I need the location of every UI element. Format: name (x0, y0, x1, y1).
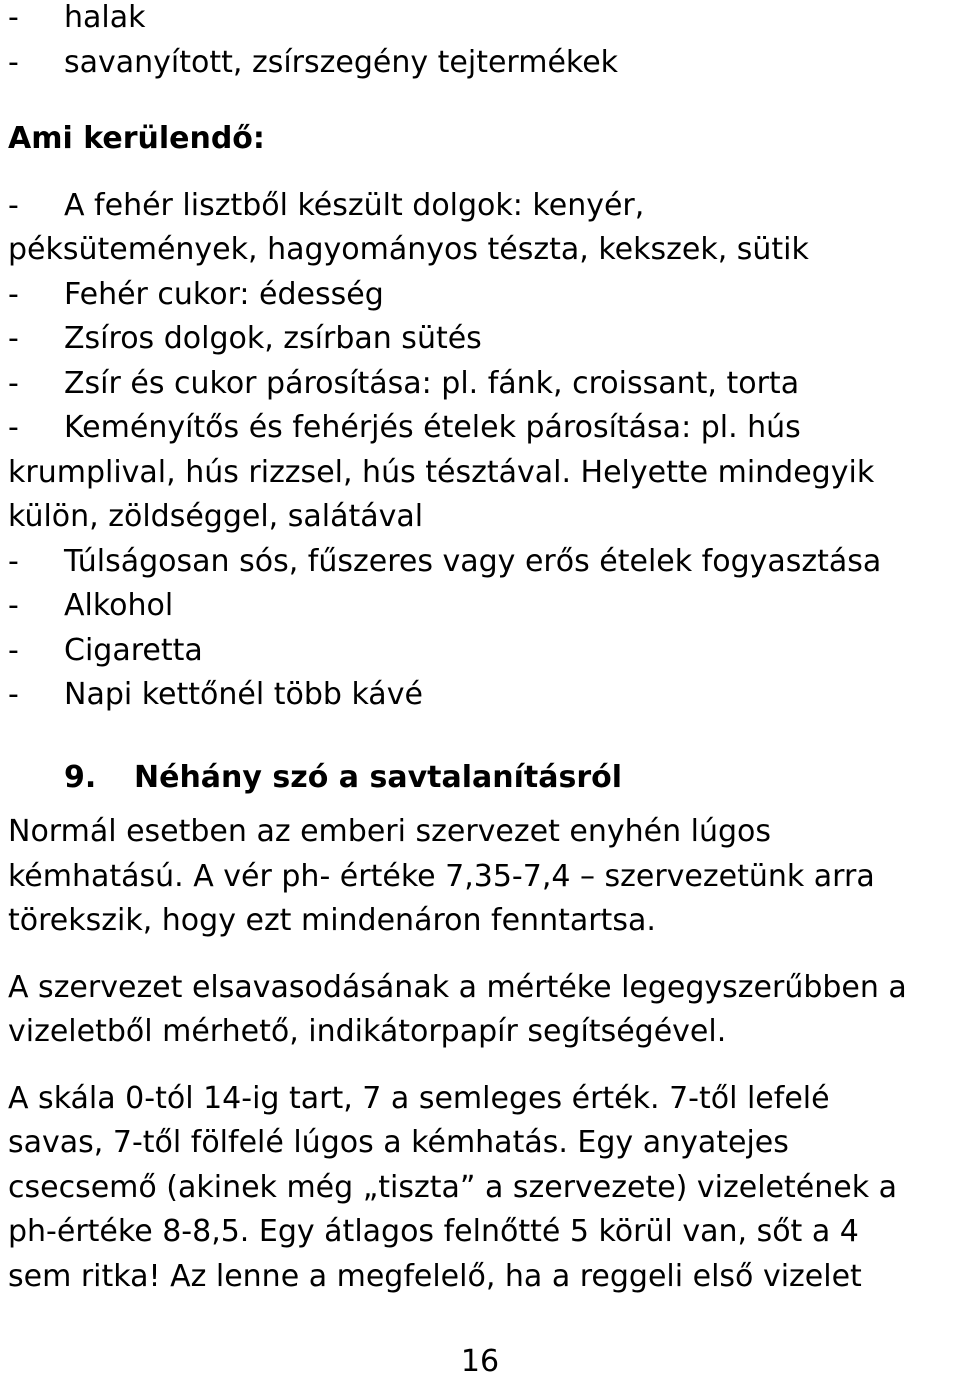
paragraph-line: csecsemő (akinek még „tiszta” a szervezete) vizeletének a (8, 1169, 897, 1205)
list-item-continuation (8, 451, 958, 496)
list-item (8, 184, 958, 229)
paragraph-line: törekszik, hogy ezt mindenáron fenntartsa. (8, 903, 656, 938)
list-item-text: krumplival, hús rizzsel, hús tésztával. Helyette mindegyik (8, 454, 875, 490)
spacer (8, 800, 958, 810)
list-dash: - (8, 632, 19, 668)
list-item-text: savanyított, zsírszegény tejtermékek (64, 44, 619, 80)
paragraph-line: vizeletből mérhető, indikátorpapír segítségével. (8, 1014, 727, 1049)
paragraph-line: kémhatású. A vér ph- értéke 7,35-7,4 – szervezetünk arra (8, 858, 875, 894)
list-item-text: külön, zöldséggel, salátával (8, 499, 424, 534)
list-item (8, 406, 958, 451)
paragraph-line: Normál esetben az emberi szervezet enyhén lúgos (8, 814, 771, 849)
list-item-text: péksütemények, hagyományos tészta, kekszek, sütik (8, 232, 809, 267)
list-item (8, 362, 958, 407)
list-dash: - (8, 276, 19, 312)
list-dash: - (8, 410, 19, 445)
list-dash: - (8, 588, 19, 623)
list-item-text: Cigaretta (64, 632, 203, 668)
list-item (8, 273, 958, 318)
list-item (8, 41, 958, 86)
list-item-text: Zsír és cukor párosítása: pl. fánk, croissant, torta (64, 365, 800, 401)
section-title: Néhány szó a savtalanításról (134, 759, 623, 795)
section-heading (8, 756, 958, 801)
paragraph-line: ph-értéke 8-8,5. Egy átlagos felnőtté 5 körül van, sőt a 4 (8, 1214, 859, 1249)
list-item-text: Keményítős és fehérjés ételek párosítása: pl. hús (64, 410, 801, 445)
list-item-text: Fehér cukor: édesség (64, 276, 384, 312)
list-item (8, 673, 958, 718)
list-item-continuation (8, 495, 958, 540)
spacer (8, 1055, 958, 1077)
spacer (8, 718, 958, 756)
list-dash: - (8, 677, 19, 712)
paragraph-line: sem ritka! Az lenne a megfelelő, ha a reggeli első vizelet (8, 1258, 862, 1294)
spacer (8, 85, 958, 117)
spacer (8, 944, 958, 966)
list-item-text: halak (64, 0, 146, 35)
list-item-text: A fehér lisztből készült dolgok: kenyér, (64, 187, 645, 223)
section-number: 9. (64, 759, 97, 795)
avoid-heading: Ami kerülendő: (8, 121, 265, 156)
document-page (8, 0, 958, 1299)
paragraph (8, 966, 958, 1055)
list-dash: - (8, 543, 19, 579)
page-number: 16 (460, 1344, 500, 1379)
list-item (8, 0, 958, 41)
paragraph (8, 810, 958, 944)
list-item (8, 629, 958, 674)
list-item-text: Túlságosan sós, fűszeres vagy erős ételek fogyasztása (64, 543, 882, 579)
list-dash: - (8, 44, 19, 80)
list-dash: - (8, 0, 19, 35)
list-item-text: Napi kettőnél több kávé (64, 677, 423, 712)
list-item-text: Zsíros dolgok, zsírban sütés (64, 321, 482, 356)
spacer (8, 162, 958, 184)
list-dash: - (8, 187, 19, 223)
paragraph (8, 1077, 958, 1300)
list-item (8, 540, 958, 585)
paragraph-line: savas, 7-től fölfelé lúgos a kémhatás. Egy anyatejes (8, 1125, 789, 1160)
list-item-continuation (8, 228, 958, 273)
list-item (8, 584, 958, 629)
list-dash: - (8, 321, 19, 356)
list-item-text: Alkohol (64, 588, 174, 623)
paragraph-line: A skála 0-tól 14-ig tart, 7 a semleges érték. 7-től lefelé (8, 1080, 830, 1116)
paragraph-line: A szervezet elsavasodásának a mértéke legegyszerűbben a (8, 969, 907, 1005)
list-item (8, 317, 958, 362)
list-dash: - (8, 365, 19, 401)
